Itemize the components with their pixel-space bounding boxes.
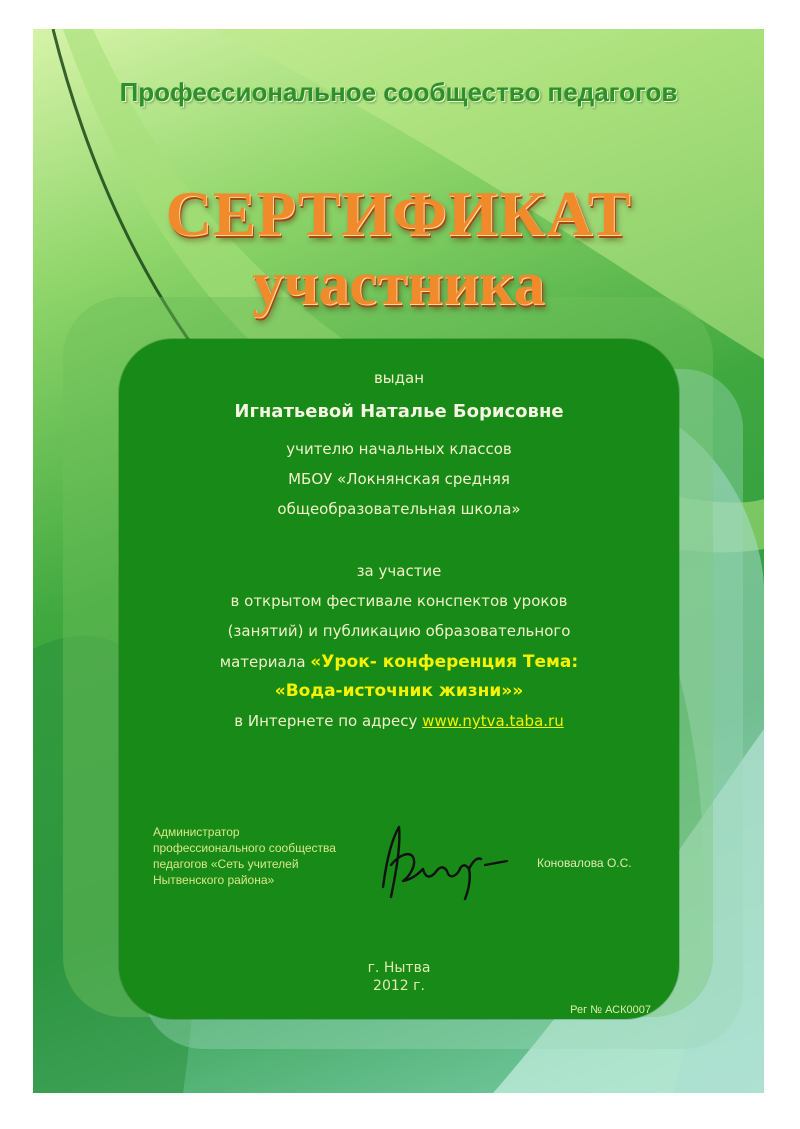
position-line-1: учителю начальных классов bbox=[286, 440, 512, 458]
certificate-subtitle: участника bbox=[252, 250, 545, 318]
city: г. Нытва bbox=[367, 960, 431, 976]
admin-line-4: Нытвенского района» bbox=[153, 873, 275, 887]
festival-line-3-text: материала bbox=[219, 653, 306, 671]
content-panel bbox=[119, 339, 679, 1019]
admin-line-2: профессионального сообщества bbox=[153, 841, 336, 855]
year: 2012 г. bbox=[373, 978, 425, 994]
position-line-3: общеобразовательная школа» bbox=[277, 500, 521, 518]
website-link[interactable]: www.nytva.taba.ru bbox=[422, 712, 564, 730]
admin-line-1: Администратор bbox=[153, 825, 240, 839]
signer-name: Коновалова О.С. bbox=[537, 856, 632, 870]
registration-number: Рег № АСК0007 bbox=[570, 1004, 651, 1016]
signature-image bbox=[373, 817, 513, 907]
administrator-block bbox=[153, 824, 363, 888]
internet-prefix: в Интернете по адресу bbox=[234, 712, 418, 730]
festival-line-3 bbox=[119, 652, 679, 672]
org-title: Профессиональное сообщество педагогов bbox=[119, 77, 678, 107]
city-year-block bbox=[119, 959, 679, 995]
material-title-2: «Вода-источник жизни»» bbox=[274, 681, 524, 701]
festival-line-1: в открытом фестивале конспектов уроков bbox=[230, 592, 568, 610]
certificate-title: СЕРТИФИКАТ bbox=[165, 178, 632, 249]
issued-label: выдан bbox=[373, 369, 425, 387]
certificate bbox=[33, 29, 764, 1093]
material-title-1: «Урок- конференция Тема: bbox=[310, 652, 579, 672]
for-label: за участие bbox=[356, 562, 442, 580]
position-line-2: МБОУ «Локнянская средняя bbox=[288, 470, 510, 488]
recipient-name: Игнатьевой Наталье Борисовне bbox=[234, 401, 564, 422]
festival-line-2: (занятий) и публикацию образовательного bbox=[227, 622, 571, 640]
admin-line-3: педагогов «Сеть учителей bbox=[153, 857, 299, 871]
internet-line bbox=[119, 712, 679, 730]
